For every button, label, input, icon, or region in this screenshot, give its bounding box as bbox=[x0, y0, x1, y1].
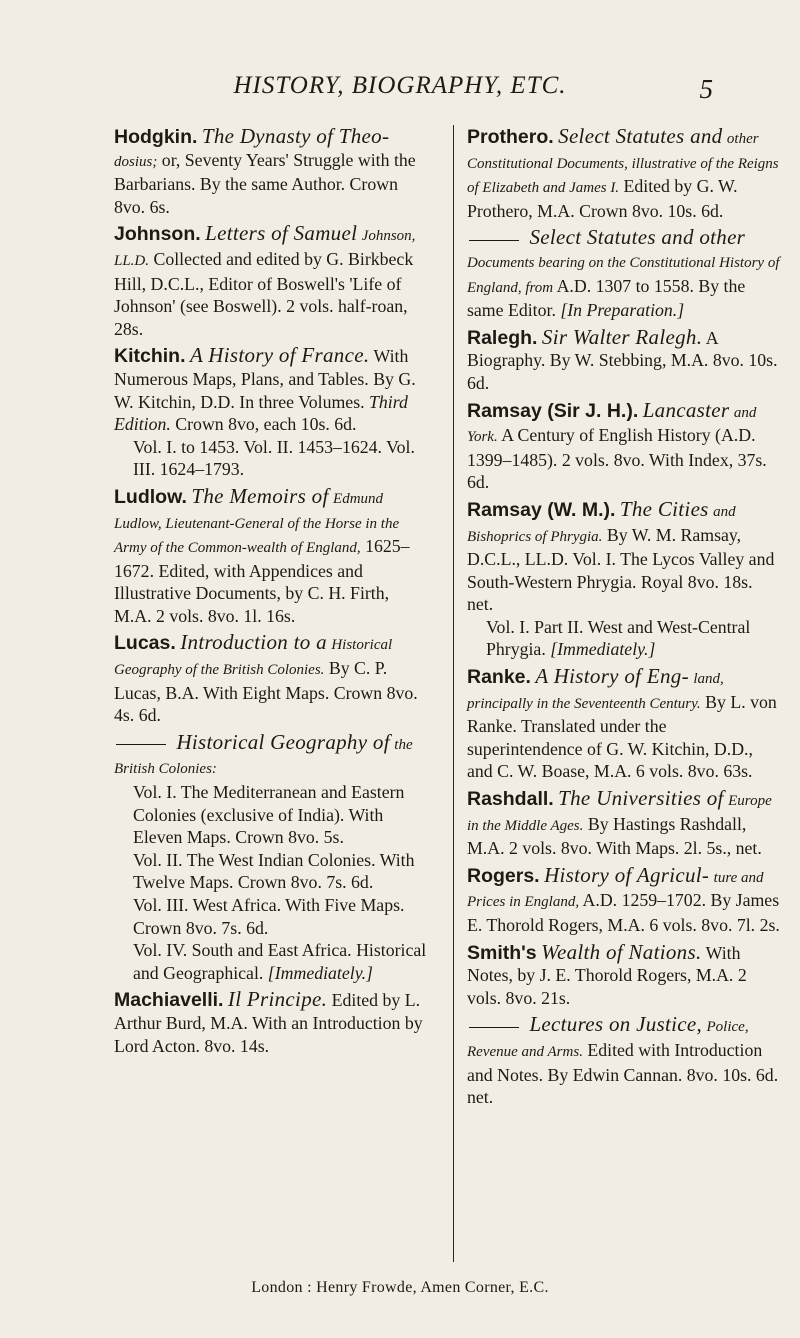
entry-johnson bbox=[114, 222, 430, 340]
page-header bbox=[0, 72, 800, 112]
entry-volume-text: Vol. I. Part II. West and West-Central Phrygia. bbox=[486, 616, 751, 660]
entry-text: A Century of English History (A.D. 1399–1485). 2 vols. 8vo. With Index, 37s. 6d. bbox=[467, 425, 767, 493]
entry-subtitle: dosius; bbox=[114, 153, 158, 170]
entry-author: Smith's bbox=[467, 941, 537, 964]
entry-ramsay-jh bbox=[467, 399, 783, 494]
entry-volume-part bbox=[467, 616, 783, 661]
entry-subtitle: Historical Geography of the British Colonies. bbox=[114, 637, 393, 679]
entry-title: Sir Walter Ralegh. bbox=[541, 324, 703, 349]
entry-subtitle: Police, Revenue and Arms. bbox=[467, 1019, 749, 1060]
entry-text: Edited by L. Arthur Burd, M.A. With an Introduction by Lord Acton. 8vo. 14s. bbox=[114, 990, 423, 1056]
entry-subtitle: land, principally in the Seventeenth Century. bbox=[467, 671, 724, 712]
entry-title: The Memoirs of bbox=[191, 483, 329, 508]
entry-subtitle: Documents bearing on the Constitutional History of England, from bbox=[467, 254, 780, 296]
entry-title: A History of France. bbox=[189, 343, 370, 368]
entry-author: Ralegh. bbox=[467, 326, 538, 349]
page-number: 5 bbox=[699, 74, 713, 104]
entry-subtitle: Johnson, LL.D. bbox=[114, 228, 416, 269]
entry-rogers bbox=[467, 864, 783, 937]
entry-title: Letters of Samuel bbox=[205, 221, 358, 246]
column-divider bbox=[453, 125, 454, 1262]
entry-author: Lucas. bbox=[114, 632, 176, 655]
entry-title: Il Principe. bbox=[227, 987, 328, 1012]
entry-text: By C. P. Lucas, B.A. With Eight Maps. Crown 8vo. 4s. 6d. bbox=[114, 658, 418, 726]
entry-title: Select Statutes and bbox=[558, 124, 723, 148]
entry-ranke bbox=[467, 665, 783, 783]
entry-title: Lectures on Justice, bbox=[529, 1012, 703, 1037]
entry-text: With Numerous Maps, Plans, and Tables. By G. W. Kitchin, D.D. In three Volumes. bbox=[114, 346, 416, 412]
entry-status: [Immediately.] bbox=[550, 639, 656, 660]
entry-text: 1625–1672. Edited, with Appendices and Illustrative Documents, by C. H. Firth, M.A. 2 vols. 8vo. 1l. 16s. bbox=[114, 536, 410, 626]
ditto-rule bbox=[469, 240, 519, 241]
entry-smith bbox=[467, 941, 783, 1010]
entry-author: Johnson. bbox=[114, 223, 201, 246]
entry-text: By L. von Ranke. Translated under the superintendence of G. W. Kitchin, D.D., and C. W. Boase, M.A. 6 vols. 8vo. 63s. bbox=[467, 691, 777, 782]
entry-volumes: Vol. I. to 1453. Vol. II. 1453–1624. Vol. III. 1624–1793. bbox=[133, 436, 415, 480]
entry-subtitle: and York. bbox=[467, 404, 757, 446]
entry-author: Ramsay (W. M.). bbox=[467, 498, 616, 521]
entry-hodgkin bbox=[114, 125, 430, 218]
entry-price: Crown 8vo, each 10s. 6d. bbox=[175, 414, 357, 435]
entry-text: By Hastings Rashdall, M.A. 2 vols. 8vo. With Maps. 2l. 5s., net. bbox=[467, 813, 762, 859]
entry-volume-3: Vol. III. West Africa. With Five Maps. Crown 8vo. 7s. 6d. bbox=[133, 895, 405, 938]
entry-text: By W. M. Ramsay, D.C.L., LL.D. Vol. I. The Lycos Valley and South-Western Phrygia. Royal 8vo. 18s. net. bbox=[467, 524, 775, 615]
entry-title: The Cities bbox=[619, 496, 709, 521]
entry-subtitle: other Constitutional Documents, illustrative of the Reigns of Elizabeth and James I. bbox=[467, 131, 779, 197]
entry-title: The Universities of bbox=[558, 786, 724, 811]
entry-text: A.D. 1259–1702. By James E. Thorold Rogers, M.A. 6 vols. 8vo. 7l. 2s. bbox=[467, 890, 780, 935]
entry-prothero bbox=[467, 125, 783, 222]
entry-author: Hodgkin. bbox=[114, 126, 198, 148]
entry-subtitle: the British Colonies: bbox=[114, 736, 413, 778]
entry-title: Lancaster bbox=[642, 397, 730, 422]
entry-author: Rashdall. bbox=[467, 788, 554, 811]
entry-author: Rogers. bbox=[467, 864, 540, 887]
entry-title: Introduction to a bbox=[180, 630, 327, 655]
entry-title: The Dynasty of Theo- bbox=[201, 124, 390, 148]
entry-subtitle: ture and Prices in England, bbox=[467, 869, 764, 911]
entry-text: Collected and edited by G. Birkbeck Hill, D.C.L., Editor of Boswell's 'Life of Johnson' (see Boswell). 2 vols. half-roan, 28s. bbox=[114, 248, 414, 339]
entry-prothero-continued bbox=[467, 226, 783, 321]
entry-text: With Notes, by J. E. Thorold Rogers, M.A. 2 vols. 8vo. 21s. bbox=[467, 942, 747, 1008]
entry-status: [Immediately.] bbox=[267, 962, 373, 983]
entry-subtitle: Edmund Ludlow, Lieutenant-General of the Horse in the Army of the Common-wealth of England, bbox=[114, 490, 400, 557]
entry-subtitle: Europe in the Middle Ages. bbox=[467, 793, 772, 834]
entry-author: Prothero. bbox=[467, 126, 554, 148]
entry-status: [In Preparation.] bbox=[560, 300, 685, 321]
entry-text: Edited by G. W. Prothero, M.A. Crown 8vo. 10s. 6d. bbox=[467, 176, 738, 221]
publisher-imprint: London : Henry Frowde, Amen Corner, E.C. bbox=[251, 1279, 549, 1296]
right-column bbox=[467, 125, 783, 1113]
entry-title: Wealth of Nations. bbox=[541, 939, 702, 964]
entry-ramsay-wm bbox=[467, 498, 783, 661]
entry-lucas bbox=[114, 631, 430, 726]
entry-machiavelli bbox=[114, 988, 430, 1057]
entry-title: History of Agricul- bbox=[544, 862, 710, 887]
entry-ludlow bbox=[114, 485, 430, 628]
entry-volume-1: Vol. I. The Mediterranean and Eastern Colonies (exclusive of India). With Eleven Maps. Crown 8vo. 5s. bbox=[133, 782, 405, 848]
ditto-rule bbox=[469, 1027, 519, 1028]
entry-kitchin bbox=[114, 344, 430, 481]
entry-author: Ramsay (Sir J. H.). bbox=[467, 399, 639, 422]
entry-title: Select Statutes and other bbox=[529, 225, 746, 250]
entry-edition: Third Edition. bbox=[114, 391, 408, 435]
entry-text: A Biography. By W. Stebbing, M.A. 8vo. 10s. 6d. bbox=[467, 327, 778, 393]
entry-text: or, Seventy Years' Struggle with the Barbarians. By the same Author. Crown 8vo. 6s. bbox=[114, 149, 416, 217]
entry-author: Kitchin. bbox=[114, 345, 186, 368]
running-title: HISTORY, BIOGRAPHY, ETC. bbox=[233, 72, 567, 99]
entry-author: Ranke. bbox=[467, 666, 531, 689]
entry-smith-continued bbox=[467, 1013, 783, 1108]
entry-title: A History of Eng- bbox=[535, 664, 689, 689]
left-column bbox=[114, 125, 430, 1061]
entry-text: Edited with Introduction and Notes. By Edwin Cannan. 8vo. 10s. 6d. net. bbox=[467, 1039, 779, 1108]
entry-volume-4-text: Vol. IV. South and East Africa. Historical and Geographical. bbox=[133, 940, 427, 983]
entry-volume-2: Vol. II. The West Indian Colonies. With Twelve Maps. Crown 8vo. 7s. 6d. bbox=[133, 849, 415, 893]
entry-subtitle: and Bishoprics of Phrygia. bbox=[467, 503, 736, 545]
entry-ralegh bbox=[467, 326, 783, 395]
entry-lucas-continued bbox=[114, 731, 430, 985]
entry-volume-4 bbox=[114, 939, 430, 984]
entry-rashdall bbox=[467, 787, 783, 860]
entry-title: Historical Geography of bbox=[176, 729, 390, 754]
ditto-rule bbox=[116, 744, 166, 745]
entry-author: Ludlow. bbox=[114, 485, 187, 508]
entry-text: A.D. 1307 to 1558. By the same Editor. bbox=[467, 275, 746, 321]
entry-author: Machiavelli. bbox=[114, 989, 224, 1012]
